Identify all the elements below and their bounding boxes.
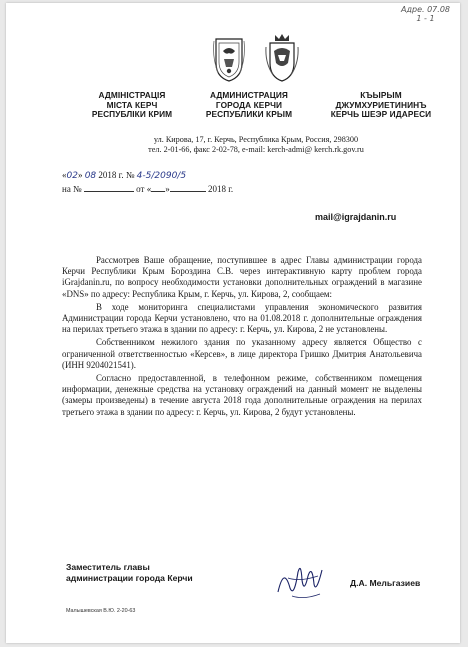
reg-line2-prefix: на № (62, 184, 82, 194)
body-paragraph-3: Собственником нежилого здания по указанному адресу является Общество с ограниченной ответственностью «Керсев», в лице директора Гришко Дмитрия Анатольевича (ИНН 9204021541). (62, 337, 422, 370)
header-right-line-3: КЕРЧЬ ШЕЭР ИДАРЕСИ (330, 109, 432, 119)
reg-quote-open: « (62, 170, 67, 180)
signatory-title-line-1: Заместитель главы (66, 562, 150, 572)
recipient-email: mail@igrajdanin.ru (315, 212, 397, 222)
reg-line2-year: 2018 г. (207, 184, 234, 194)
reg-number: 4-5/2090/5 (136, 171, 187, 181)
reg-month-blank (170, 183, 206, 192)
sender-address (106, 135, 406, 155)
header-right-line-2: ДЖУМХУРИЕТИНИНЪ (335, 99, 427, 110)
reg-day-blank (151, 183, 165, 192)
handwritten-corner-note (401, 5, 450, 23)
header-crimean-tatar (316, 91, 446, 120)
letter-body (62, 255, 422, 420)
address-line-1: ул. Кирова, 17, г. Керчь, Республика Крым, Россия, 298300 (153, 135, 359, 144)
reg-line2-from: от « (136, 184, 152, 194)
header-russian (190, 91, 308, 120)
executor-contact: Малышевская В.Ю. 2-20-63 (66, 608, 136, 614)
header-mid-line-3: РЕСПУБЛИКИ КРЫМ (205, 109, 293, 119)
reg-quote-close: » (77, 170, 83, 180)
reg-year-text: 2018 г. № (98, 170, 135, 180)
header-left-line-2: МІСТА КЕРЧ (106, 99, 158, 110)
corner-note-line-1: Адре. 07.08 (401, 5, 450, 14)
reg-day: 02 (66, 171, 78, 181)
header-mid-line-1: АДМИНИСТРАЦИЯ (210, 90, 288, 100)
body-paragraph-4: Согласно предоставленной, в телефонном режиме, собственником помещения информации, денежные средства на установку ограждений на данный момент не выделены (замеры произведены) в течение августа 2018 года дополнительные ограждения на перилах третьего этажа в здании по адресу: г. Керчь, ул. Кирова, 2 будут установлены. (62, 373, 422, 417)
header-left-line-3: РЕСПУБЛІКИ КРИМ (91, 109, 173, 119)
header-right-line-1: КЪЫРЫМ (360, 90, 402, 100)
letter-page (6, 3, 460, 643)
header-mid-line-2: ГОРОДА КЕРЧИ (215, 99, 283, 110)
signatory-title-line-2: администрации города Керчи (66, 573, 193, 583)
reg-month: 08 (84, 171, 97, 181)
outgoing-registration (62, 170, 186, 182)
signatory-name: Д.А. Мельгазиев (350, 578, 421, 588)
reg-incoming-number-blank (84, 183, 134, 192)
header-ukrainian (72, 91, 192, 120)
corner-note-line-2: 1 - 1 (416, 14, 435, 23)
signatory-title (66, 562, 193, 584)
crimea-coat-of-arms-icon (212, 33, 246, 83)
handwritten-signature-icon (274, 558, 326, 602)
kerch-coat-of-arms-icon (265, 33, 299, 83)
address-line-2: тел. 2-01-66, факс 2-02-78, e-mail: kerch-admi@ kerch.rk.gov.ru (148, 145, 364, 154)
header-left-line-1: АДМІНІСТРАЦІЯ (98, 90, 166, 100)
incoming-registration (62, 183, 233, 195)
reg-line2-close: » (165, 184, 170, 194)
body-paragraph-1: Рассмотрев Ваше обращение, поступившее в адрес Главы администрации города Керчи Республики Крым Бороздина С.В. через интерактивную карту проблем города iGrajdanin.ru, по вопросу необходимости установки дополнительных ограждений в магазине «DNS» по адресу: Республика Крым, г. Керчь, ул. Кирова, 2, сообщаем: (62, 255, 422, 299)
body-paragraph-2: В ходе мониторинга специалистами управления экономического развития Администрации города Керчи установлено, что на 01.08.2018 г. дополнительные ограждения на перилах третьего этажа в здании по адресу: г. Керчь, ул. Кирова, 2 не установлены. (62, 301, 422, 335)
